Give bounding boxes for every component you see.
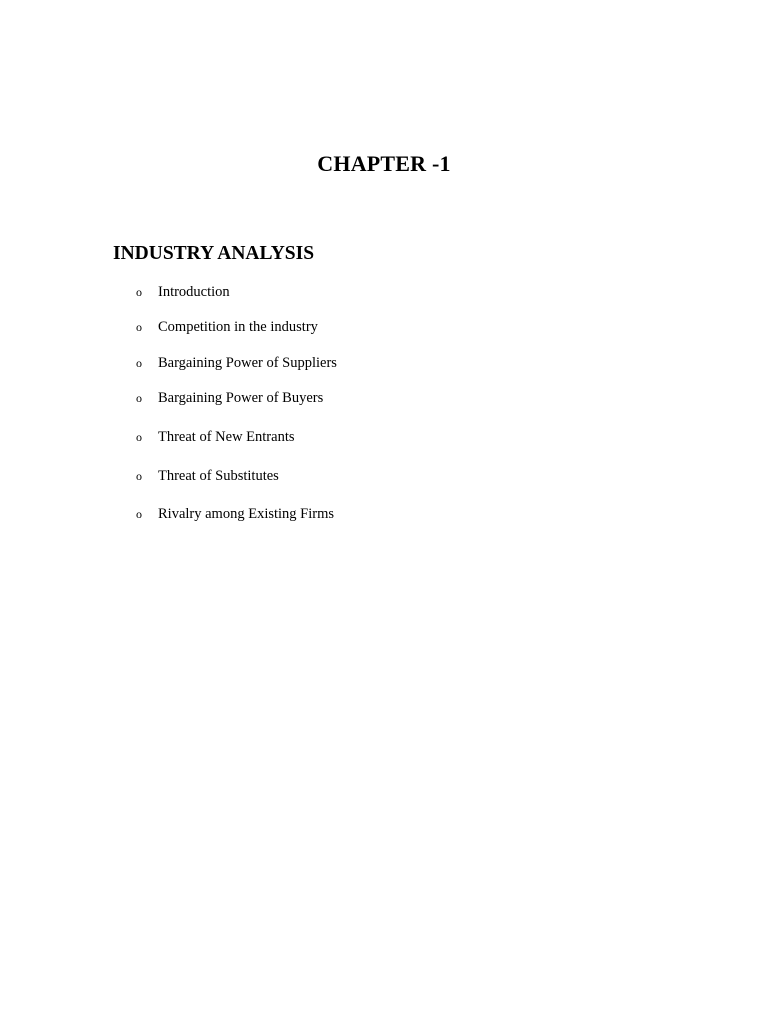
chapter-title: CHAPTER -1 xyxy=(317,151,451,176)
bullet-icon: o xyxy=(136,285,142,299)
topic-label: Bargaining Power of Suppliers xyxy=(158,355,337,371)
topic-label: Introduction xyxy=(158,284,230,300)
topic-list-item xyxy=(0,282,768,302)
bullet-icon: o xyxy=(136,469,142,483)
bullet-icon: o xyxy=(136,430,142,444)
topic-label: Threat of New Entrants xyxy=(158,429,295,445)
topic-label: Competition in the industry xyxy=(158,319,318,335)
bullet-icon: o xyxy=(136,391,142,405)
topic-list-item xyxy=(0,466,768,486)
section-heading: INDUSTRY ANALYSIS xyxy=(113,243,315,264)
topic-list-item xyxy=(0,353,768,373)
topic-list-item xyxy=(0,317,768,337)
topic-label: Rivalry among Existing Firms xyxy=(158,506,335,522)
bullet-icon: o xyxy=(136,356,142,370)
topic-list-item xyxy=(0,504,768,524)
topic-list-item xyxy=(0,427,768,447)
topic-label: Bargaining Power of Buyers xyxy=(158,390,324,406)
topic-list-item xyxy=(0,388,768,408)
bullet-icon: o xyxy=(136,320,142,334)
topic-label: Threat of Substitutes xyxy=(158,468,279,484)
bullet-icon: o xyxy=(136,507,142,521)
